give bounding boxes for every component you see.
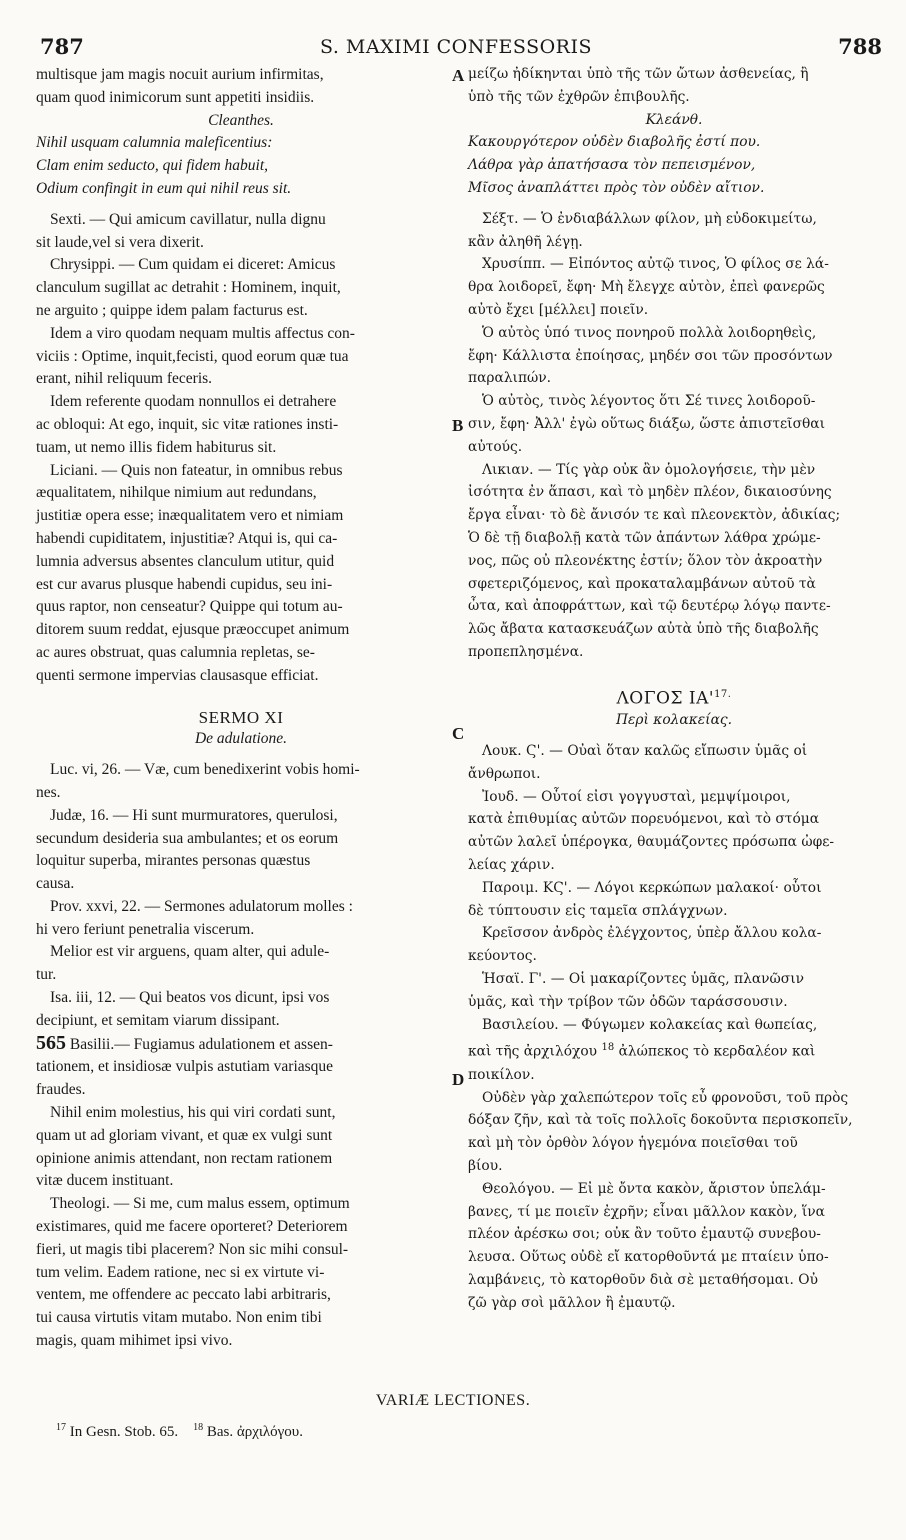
text-line: ἔφη· Κάλλιστα ἐποίησας, μηδέν σοι τῶν προσόντων bbox=[468, 347, 833, 364]
text-line: παραλιπών. bbox=[468, 370, 552, 387]
text-line: causa. bbox=[36, 875, 75, 893]
text-line: viciis : Optime, inquit,fecisti, quod eorum quæ tua bbox=[36, 347, 349, 365]
text-line: Παροιμ. ΚϚ'. — Λόγοι κερκώπων μαλακοί· οὗτοι bbox=[482, 879, 822, 896]
text-line: Liciani. — Quis non fateatur, in omnibus rebus bbox=[50, 461, 343, 479]
text-line: αὐτῶν λαλεῖ ὑπέρογκα, θαυμάζοντες πρόσωπα ὠφε- bbox=[468, 834, 835, 851]
text-line: Melior est vir arguens, quam alter, qui adule- bbox=[50, 943, 330, 961]
footnote-number-17: 17 bbox=[56, 1422, 66, 1433]
text-line: πλέον ἀρέσκω σοι; οὐκ ἂν τοῦτο ἐμαυτῷ συνεβου- bbox=[468, 1226, 821, 1243]
text-line: quus raptor, non censeatur? Quippe qui totum au- bbox=[36, 598, 343, 616]
text-line: justitiæ opera esse; inæqualitatem vero et nimiam bbox=[36, 507, 344, 525]
variae-lectiones-heading: VARIÆ LECTIONES. bbox=[375, 1392, 531, 1409]
text-line: Isa. iii, 12. — Qui beatos vos dicunt, ipsi vos bbox=[50, 989, 330, 1007]
footnotes bbox=[56, 1422, 303, 1441]
text-line: δὲ τύπτουσιν εἰς ταμεῖα σπλάγχνων. bbox=[468, 902, 728, 919]
text-line: λαμβάνεις, τὸ κατορθοῦν διὰ σὲ μεταθήσομαι. Οὐ bbox=[468, 1271, 819, 1288]
text-line: βίου. bbox=[468, 1157, 503, 1174]
section-heading: Cleanthes. bbox=[208, 111, 274, 129]
text-line: fraudes. bbox=[36, 1081, 86, 1099]
text-line: Idem referente quodam nonnullos ei detrahere bbox=[50, 393, 337, 411]
text-line: habendi cupiditatem, injustitiæ? Atqui is, qui ca- bbox=[36, 529, 338, 547]
text-line-span: καὶ τῆς ἀρχιλόχου bbox=[468, 1043, 598, 1060]
text-line: αὐτὸ ἔχει [μέλλει] ποιεῖν. bbox=[468, 301, 649, 318]
text-line: multisque jam magis nocuit aurium infirmitas, bbox=[36, 66, 324, 83]
text-line: Nihil enim molestius, his qui viri cordati sunt, bbox=[50, 1104, 336, 1122]
logos-subtitle: Περὶ κολακείας. bbox=[615, 712, 733, 729]
text-line-span: ἀλώπεκος τὸ κερδαλέον καὶ bbox=[618, 1043, 816, 1060]
sermon-subtitle: De adulatione. bbox=[194, 730, 288, 748]
text-line: Λικιαν. — Τίς γὰρ οὐκ ἂν ὁμολογήσειε, τὴν μὲν bbox=[482, 461, 816, 478]
verse-line: Odium confingit in eum qui nihil reus sit. bbox=[36, 179, 292, 197]
greek-column bbox=[468, 64, 880, 1315]
text-line: Sexti. — Qui amicum cavillatur, nulla dignu bbox=[50, 210, 326, 228]
text-line: quenti sermone impervias clausasque efficiat. bbox=[36, 666, 319, 684]
text-line: σιν, ἔφη· Ἀλλ' ἐγὼ οὕτως διάξω, ὥστε ἀπιστεῖσθαι bbox=[468, 415, 826, 432]
margin-letter-c: C bbox=[452, 724, 465, 743]
text-line: λείας χάριν. bbox=[468, 856, 555, 873]
verse-line: Μῖσος ἀναπλάττει πρὸς τὸν οὐδὲν αἴτιον. bbox=[468, 179, 765, 196]
text-line: δόξαν ζῆν, καὶ τὰ τοῖς πολλοῖς δοκοῦντα περισκοπεῖν, bbox=[468, 1112, 853, 1129]
text-line: opinione animis attendant, non rectam rationem bbox=[36, 1149, 333, 1167]
footnote-number-18: 18 bbox=[193, 1422, 204, 1433]
page-number-right: 788 bbox=[838, 34, 882, 59]
latin-column bbox=[36, 64, 446, 1353]
text-line: ἰσότητα ἐν ἅπασι, καὶ τὸ μηδὲν πλέον, δικαιοσύνης bbox=[468, 484, 832, 501]
text-line: quam quod inimicorum sunt appetiti insidiis. bbox=[36, 88, 315, 106]
text-line: Θεολόγου. — Εἰ μὲ ὄντα κακὸν, ἄριστον ὑπελάμ- bbox=[482, 1180, 826, 1197]
text-line: ne arguito ; quippe idem palam facturus est. bbox=[36, 301, 308, 319]
logos-heading bbox=[468, 684, 880, 710]
text-line: fieri, ut magis tibi placerem? Non sic mihi consul- bbox=[36, 1240, 349, 1258]
footnote-ref-17: 17. bbox=[714, 688, 732, 700]
text-line: tur. bbox=[36, 966, 57, 984]
logos-heading-text: ΛΟΓΟΣ ΙΑ' bbox=[616, 688, 715, 709]
text-line: Prov. xxvi, 22. — Sermones adulatorum molles : bbox=[50, 897, 353, 915]
text-line: ac aures obstruat, quas calumnia repletas, se- bbox=[36, 643, 315, 661]
text-line: Luc. vi, 26. — Væ, cum benedixerint vobis homi- bbox=[50, 761, 360, 779]
text-line: Οὐδὲν γὰρ χαλεπώτερον τοῖς εὖ φρονοῦσι, τοῦ πρὸς bbox=[482, 1089, 849, 1106]
page-number-left: 787 bbox=[40, 34, 84, 59]
text-line: Ἰουδ. — Οὗτοί εἰσι γογγυσταὶ, μεμψίμοιροι, bbox=[482, 788, 791, 805]
text-line: προπεπλησμένα. bbox=[468, 643, 584, 660]
text-line: Idem a viro quodam nequam multis affectus con- bbox=[50, 324, 355, 342]
page-header bbox=[30, 34, 882, 62]
text-line: Ὁ αὐτὸς, τινὸς λέγοντος ὅτι Σέ τινες λοιδοροῦ- bbox=[482, 393, 816, 410]
text-line: Σέξτ. — Ὁ ἐνδιαβάλλων φίλον, μὴ εὐδοκιμείτω, bbox=[482, 210, 817, 227]
footnote-ref-18: 18 bbox=[601, 1042, 615, 1054]
verse-line: Κακουργότερον οὐδὲν διαβολῆς ἐστί που. bbox=[468, 134, 761, 151]
text-line: καὶ μὴ τὸν ὀρθὸν λόγον ἡγεμόνα ποιεῖσθαι τοῦ bbox=[468, 1135, 798, 1152]
text-line-span: Basilii.— Fugiamus adulationem et assen- bbox=[69, 1035, 333, 1053]
text-line: tui causa virtutis vitam mutabo. Non enim tibi bbox=[36, 1309, 322, 1327]
text-line: ἔργα εἶναι· τὸ δὲ ἄνισόν τε καὶ πλεονεκτὸν, ἀδικίας; bbox=[468, 507, 841, 524]
text-line: Ἡσαϊ. Γ'. — Οἱ μακαρίζοντες ὑμᾶς, πλανῶσιν bbox=[482, 970, 804, 987]
text-line: nes. bbox=[36, 783, 61, 801]
text-line: est cur avarus plusque habendi cupidus, seu ini- bbox=[36, 575, 333, 593]
verse-line: Λάθρα γὰρ ἀπατήσασα τὸν πεπεισμένον, bbox=[468, 157, 756, 174]
text-line: Λουκ. Ϛ'. — Οὐαὶ ὅταν καλῶς εἴπωσιν ὑμᾶς οἱ bbox=[482, 742, 808, 759]
text-line: ὑπὸ τῆς τῶν ἐχθρῶν ἐπιβουλῆς. bbox=[468, 88, 690, 105]
text-line: lumnia adversus absentes clanculum utitur, quid bbox=[36, 552, 335, 570]
text-line: Judæ, 16. — Hi sunt murmuratores, querulosi, bbox=[50, 806, 338, 824]
text-line: hi vero feriunt penetralia viscerum. bbox=[36, 920, 255, 938]
text-line: αὐτούς. bbox=[468, 438, 523, 455]
text-line bbox=[468, 1037, 880, 1063]
text-line: magis, quam mihimet ipsi vivo. bbox=[36, 1332, 233, 1350]
verse-line: Clam enim seducto, qui fidem habuit, bbox=[36, 157, 269, 175]
text-line: ventem, me offendere ac peccato labi arbitraris, bbox=[36, 1286, 331, 1304]
footnote-text-17: In Gesn. Stob. 65. bbox=[69, 1424, 179, 1440]
text-line: κατὰ ἐπιθυμίας αὐτῶν πορευόμενοι, καὶ τὸ στόμα bbox=[468, 811, 820, 828]
text-line: tuam, ut nemo illis fidem habiturus sit. bbox=[36, 438, 277, 456]
text-line: κἂν ἀληθῆ λέγῃ. bbox=[468, 233, 583, 250]
text-line: ποικίλον. bbox=[468, 1066, 535, 1083]
text-line: vitæ ducem instituant. bbox=[36, 1172, 174, 1190]
margin-letter-a: A bbox=[452, 66, 465, 85]
text-line: Chrysippi. — Cum quidam ei diceret: Amicus bbox=[50, 256, 336, 274]
text-line: æqualitatem, nihilque nimium aut redundans, bbox=[36, 484, 317, 502]
text-line: ditorem suum reddat, ejusque præoccupet animum bbox=[36, 621, 350, 639]
text-line: ἄνθρωποι. bbox=[468, 765, 541, 782]
text-line: Theologi. — Si me, cum malus essem, optimum bbox=[50, 1195, 350, 1213]
text-line: Χρυσίππ. — Εἰπόντος αὐτῷ τινος, Ὁ φίλος σε λά- bbox=[482, 256, 829, 273]
text-line: ὑμᾶς, καὶ τὴν τρίβον τῶν ὁδῶν ταράσσουσιν. bbox=[468, 993, 788, 1010]
margin-letter-b: B bbox=[452, 416, 464, 435]
text-line: tum velim. Eadem ratione, nec si ex virtute vi- bbox=[36, 1263, 325, 1281]
text-line: sit laude,vel si vera dixerit. bbox=[36, 233, 204, 251]
text-line: Κρεῖσσον ἀνδρὸς ἐλέγχοντος, ὑπὲρ ἄλλου κολα- bbox=[482, 925, 822, 942]
text-line: ὦτα, καὶ ἀποφράττων, καὶ τῷ δευτέρῳ λόγῳ παντε- bbox=[468, 598, 831, 615]
text-line: κεύοντος. bbox=[468, 948, 537, 965]
text-line: θρα λοιδορεῖ, ἔφη· Μὴ ἔλεγχε αὐτὸν, ἐπεὶ φανερῶς bbox=[468, 279, 825, 296]
text-line: decipiunt, et semitam viarum dissipant. bbox=[36, 1011, 280, 1029]
running-title: S. MAXIMI CONFESSORIS bbox=[319, 36, 593, 58]
text-line: secundum desideria sua ambulantes; et os eorum bbox=[36, 829, 339, 847]
text-line: λῶς ἄβατα κατασκευάζων αὐτὰ ὑπὸ τῆς διαβολῆς bbox=[468, 621, 819, 638]
text-line: clanculum sugillat ac detrahit : Hominem, inquit, bbox=[36, 279, 341, 297]
text-line: λευσα. Οὕτως οὐδὲ εἴ κατορθοῦντά με πταίειν ὑπο- bbox=[468, 1249, 829, 1266]
sermon-heading: SERMO XI bbox=[198, 707, 284, 727]
text-line: loquitur superba, mirantes personas quæstus bbox=[36, 852, 311, 870]
text-line: σφετεριζόμενος, καὶ προκαταλαμβάνων αὐτοῦ τὰ bbox=[468, 575, 816, 592]
verse-line: Nihil usquam calumnia maleficentius: bbox=[36, 134, 273, 152]
margin-letter-d: D bbox=[452, 1070, 465, 1089]
footnote-text-18: Bas. ἀρχιλόγου. bbox=[206, 1424, 303, 1440]
text-line: ζῶ γὰρ σοὶ μᾶλλον ἢ ἐμαυτῷ. bbox=[468, 1294, 676, 1311]
text-line: existimares, quid me facere oporteret? Deteriorem bbox=[36, 1218, 348, 1236]
text-line: ac obloqui: At ego, inquit, sic vitæ rationes insti- bbox=[36, 415, 339, 433]
text-line: Ὁ δὲ τῇ διαβολῇ κατὰ τῶν ἀπάντων λάθρα χρώμε- bbox=[468, 529, 821, 546]
column-number: 565 bbox=[36, 1031, 66, 1054]
text-line bbox=[36, 1033, 446, 1056]
text-line: tationem, et insidiosæ vulpis astutiam variasque bbox=[36, 1058, 334, 1076]
text-line: Ὁ αὐτὸς ὑπό τινος πονηροῦ πολλὰ λοιδορηθεὶς, bbox=[482, 324, 817, 341]
text-line: quam ut ad gloriam vivant, et quæ ex vulgi sunt bbox=[36, 1126, 333, 1144]
text-line: μείζω ἠδίκηνται ὑπὸ τῆς τῶν ὤτων ἀσθενείας, ἢ bbox=[468, 66, 809, 82]
section-heading: Κλεάνθ. bbox=[645, 111, 703, 128]
text-line: νος, πῶς οὐ πλεονέκτης ἐστίν; ὅλον τὸν ἀκροατὴν bbox=[468, 552, 823, 569]
text-line: βανες, τί με ποιεῖν ἐχρῆν; εἶναι μᾶλλον κακὸν, ἵνα bbox=[468, 1203, 825, 1220]
text-line: erant, nihil reliquum feceris. bbox=[36, 370, 213, 388]
text-line: Βασιλείου. — Φύγωμεν κολακείας καὶ θωπείας, bbox=[482, 1016, 818, 1033]
